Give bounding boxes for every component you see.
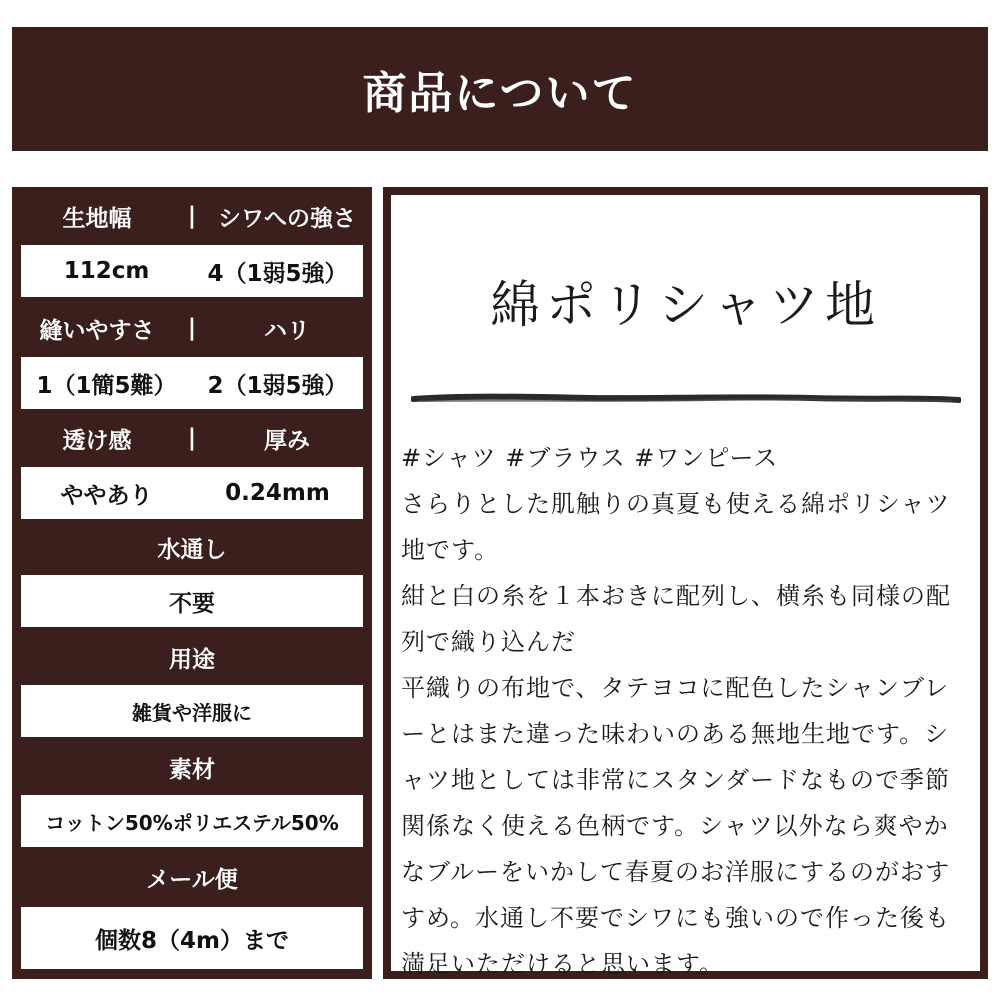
stiffness-label: ハリ <box>264 317 310 344</box>
spec-value-sew-stiff <box>21 357 363 409</box>
description-line: さらりとした肌触りの真夏も使える綿ポリシャツ <box>401 490 951 518</box>
water-treatment-row <box>21 575 363 627</box>
usage-header <box>12 629 372 685</box>
water-treatment-label: 水通し <box>157 536 227 563</box>
mail-delivery-header <box>12 849 372 905</box>
material-label: 素材 <box>169 756 215 783</box>
header-banner <box>12 27 988 151</box>
usage-label: 用途 <box>169 646 215 673</box>
spec-table <box>12 187 372 979</box>
tag-line: #シャツ #ブラウス #ワンピース <box>401 444 779 472</box>
fabric-width-value: 112cm <box>63 258 150 284</box>
water-treatment-value: 不要 <box>169 590 215 617</box>
description-line: なブルーをいかして春夏のお洋服にするのがおす <box>401 858 951 886</box>
mail-delivery-value: 個数8（4m）まで <box>95 927 289 954</box>
separator: | <box>187 203 197 229</box>
separator: | <box>187 315 197 341</box>
material-header <box>12 739 372 795</box>
wrinkle-resistance-label: シワへの強さ <box>218 205 356 232</box>
description-card <box>391 195 980 978</box>
description-line: 地です。 <box>401 536 500 564</box>
material-row <box>21 795 363 847</box>
spec-value-width-wrinkle <box>21 245 363 297</box>
description-line: ーとはまた違った味わいのある無地生地です。シ <box>401 720 950 748</box>
usage-value: 雑貨や洋服に <box>132 700 252 725</box>
description-line: すめ。水通し不要でシワにも強いので作った後も <box>401 904 951 932</box>
stiffness-value: 2（1弱5強） <box>207 372 348 399</box>
mail-delivery-row <box>21 907 363 969</box>
spec-header-sew-stiff <box>12 299 372 357</box>
description-line: 平織りの布地で、タテヨコに配色したシャンブレ <box>401 674 950 702</box>
description-panel <box>383 187 988 979</box>
water-treatment-header <box>12 519 372 575</box>
description-body <box>401 435 976 987</box>
thickness-label: 厚み <box>264 427 310 454</box>
product-title: 綿ポリシャツ地 <box>490 276 881 334</box>
ease-of-sewing-value: 1（1簡5難） <box>36 372 177 399</box>
material-value: コットン50%ポリエステル50% <box>45 810 339 835</box>
ease-of-sewing-label: 縫いやすさ <box>39 317 155 344</box>
description-line: 満足いただけると思います。 <box>401 950 725 978</box>
spec-header-sheer-thick <box>12 409 372 467</box>
sheerness-label: 透け感 <box>62 427 132 454</box>
spec-value-sheer-thick <box>21 467 363 519</box>
description-line: 関係なく使える色柄です。シャツ以外なら爽やか <box>401 812 949 840</box>
thickness-value: 0.24mm <box>225 480 330 506</box>
wrinkle-resistance-value: 4（1弱5強） <box>207 260 348 287</box>
separator: | <box>187 425 197 451</box>
fabric-width-label: 生地幅 <box>62 205 132 232</box>
description-line: ャツ地としては非常にスタンダードなもので季節 <box>401 766 951 794</box>
spec-header-width-wrinkle <box>12 187 372 245</box>
sheerness-value: ややあり <box>60 482 153 509</box>
description-line: 列で織り込んだ <box>401 628 576 656</box>
mail-delivery-label: メール便 <box>146 866 238 893</box>
brush-stroke-divider <box>411 391 961 407</box>
banner-title: 商品について <box>362 68 638 119</box>
description-line: 紺と白の糸を１本おきに配列し、横糸も同様の配 <box>401 582 951 610</box>
usage-row <box>21 685 363 737</box>
